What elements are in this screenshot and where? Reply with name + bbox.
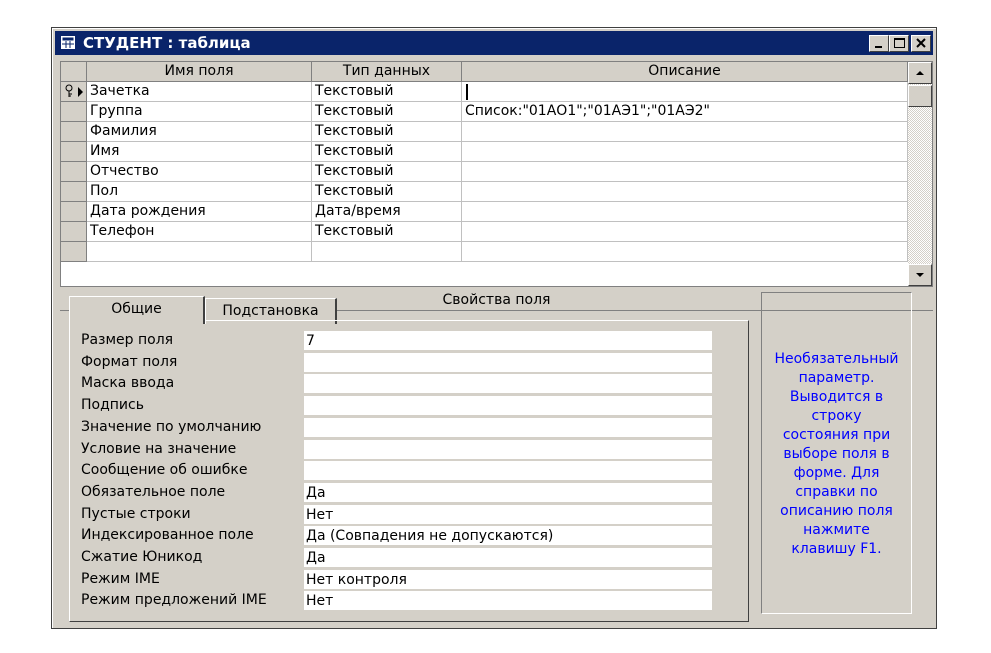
tab-lookup[interactable]: Подстановка — [205, 298, 337, 324]
close-icon — [914, 37, 928, 50]
property-value-field[interactable] — [304, 461, 712, 481]
description-cell[interactable] — [462, 182, 908, 202]
scroll-thumb[interactable] — [908, 85, 932, 107]
field-name-cell[interactable]: Фамилия — [87, 122, 312, 142]
property-value-field[interactable]: Да — [304, 548, 712, 568]
property-value-field[interactable]: Да — [304, 483, 712, 503]
key-icon — [64, 84, 76, 98]
field-name-cell[interactable]: Отчество — [87, 162, 312, 182]
minimize-icon — [872, 37, 886, 50]
property-label: Пустые строки — [81, 505, 191, 522]
property-value-field[interactable] — [304, 353, 712, 373]
row-selector-header — [61, 62, 87, 82]
row-pointer-icon — [78, 87, 84, 97]
description-cell[interactable]: Список:"01АО1";"01АЭ1";"01АЭ2" — [462, 102, 908, 122]
table-design-window — [51, 27, 937, 629]
help-text-line: нажмите — [803, 522, 870, 538]
property-value-field[interactable]: Нет — [304, 591, 712, 611]
property-value-field[interactable]: 7 — [304, 331, 712, 351]
property-value-field[interactable] — [304, 440, 712, 460]
field-properties-caption: Свойства поля — [60, 290, 933, 311]
property-label: Сжатие Юникод — [81, 549, 203, 565]
property-label: Индексированное поле — [81, 527, 254, 544]
help-text-line: клавишу F1. — [791, 541, 882, 557]
general-tab-panel — [69, 320, 749, 622]
property-value-field[interactable] — [304, 374, 712, 394]
description-cell[interactable] — [462, 202, 908, 222]
data-type-cell[interactable]: Текстовый — [312, 162, 462, 182]
minimize-button[interactable] — [869, 35, 889, 52]
field-name-cell[interactable]: Телефон — [87, 222, 312, 242]
property-value-field[interactable] — [304, 418, 712, 438]
window-title: СТУДЕНТ : таблица — [83, 34, 251, 52]
field-name-cell[interactable]: Группа — [87, 102, 312, 122]
field-name-cell[interactable] — [87, 242, 312, 262]
scroll-up-arrow-icon — [909, 63, 931, 83]
column-header-field-name[interactable]: Имя поля — [87, 62, 312, 82]
row-selector[interactable] — [61, 222, 87, 242]
help-text-line: справки по — [795, 484, 878, 500]
property-label: Режим предложений IME — [81, 592, 267, 609]
data-type-cell[interactable]: Текстовый — [312, 222, 462, 242]
row-selector[interactable] — [61, 122, 87, 142]
text-cursor — [466, 84, 468, 100]
data-type-cell[interactable]: Дата/время — [312, 202, 462, 222]
property-value-field[interactable]: Нет контроля — [304, 570, 712, 590]
property-value-field[interactable]: Нет — [304, 505, 712, 525]
description-cell[interactable] — [462, 242, 908, 262]
field-name-cell[interactable]: Пол — [87, 182, 312, 202]
vertical-scrollbar[interactable] — [908, 62, 932, 286]
help-text — [762, 350, 911, 559]
row-selector[interactable] — [61, 202, 87, 222]
scroll-down-button[interactable] — [908, 264, 932, 286]
help-panel — [761, 292, 912, 614]
title-bar[interactable] — [55, 31, 933, 55]
data-type-cell[interactable]: Текстовый — [312, 142, 462, 162]
field-name-cell[interactable]: Имя — [87, 142, 312, 162]
property-label: Сообщение об ошибке — [81, 462, 248, 479]
tab-general[interactable]: Общие — [69, 296, 205, 324]
data-type-cell[interactable]: Текстовый — [312, 122, 462, 142]
property-value-field[interactable]: Да (Совпадения не допускаются) — [304, 526, 712, 546]
data-type-cell[interactable] — [312, 242, 462, 262]
property-label: Размер поля — [81, 332, 174, 348]
description-cell[interactable] — [462, 122, 908, 142]
help-text-line: форме. Для — [793, 465, 880, 481]
row-selector[interactable] — [61, 82, 87, 102]
property-label: Формат поля — [81, 353, 178, 370]
help-text-line: выборе поля в — [783, 446, 890, 462]
row-selector[interactable] — [61, 142, 87, 162]
help-text-line: состояния при — [782, 427, 891, 443]
maximize-button[interactable] — [889, 35, 909, 52]
field-name-cell[interactable]: Дата рождения — [87, 202, 312, 222]
row-selector[interactable] — [61, 162, 87, 182]
help-text-line: строку — [811, 408, 862, 424]
column-header-data-type[interactable]: Тип данных — [312, 62, 462, 82]
property-value-field[interactable] — [304, 396, 712, 416]
description-cell[interactable] — [462, 82, 908, 102]
row-selector[interactable] — [61, 242, 87, 262]
property-label: Условие на значение — [81, 440, 237, 457]
field-design-grid — [60, 61, 933, 287]
property-label: Значение по умолчанию — [81, 418, 262, 435]
scroll-down-arrow-icon — [909, 265, 931, 285]
field-name-cell[interactable]: Зачетка — [87, 82, 312, 102]
column-header-description[interactable]: Описание — [462, 62, 908, 82]
property-label: Режим IME — [81, 570, 160, 587]
scroll-up-button[interactable] — [908, 62, 932, 84]
property-label: Маска ввода — [81, 375, 175, 392]
data-type-cell[interactable]: Текстовый — [312, 102, 462, 122]
description-cell[interactable] — [462, 162, 908, 182]
description-cell[interactable] — [462, 222, 908, 242]
maximize-icon — [892, 37, 906, 50]
data-type-cell[interactable]: Текстовый — [312, 82, 462, 102]
row-selector[interactable] — [61, 182, 87, 202]
property-label: Обязательное поле — [81, 483, 226, 500]
help-text-line: Необязательный — [774, 351, 899, 367]
data-type-cell[interactable]: Текстовый — [312, 182, 462, 202]
table-icon — [61, 36, 75, 49]
close-button[interactable] — [911, 35, 931, 52]
row-selector[interactable] — [61, 102, 87, 122]
help-text-line: параметр. — [798, 370, 875, 386]
help-text-line: описанию поля — [780, 503, 893, 519]
description-cell[interactable] — [462, 142, 908, 162]
help-text-line: Выводится в — [789, 389, 884, 405]
property-label: Подпись — [81, 397, 144, 414]
